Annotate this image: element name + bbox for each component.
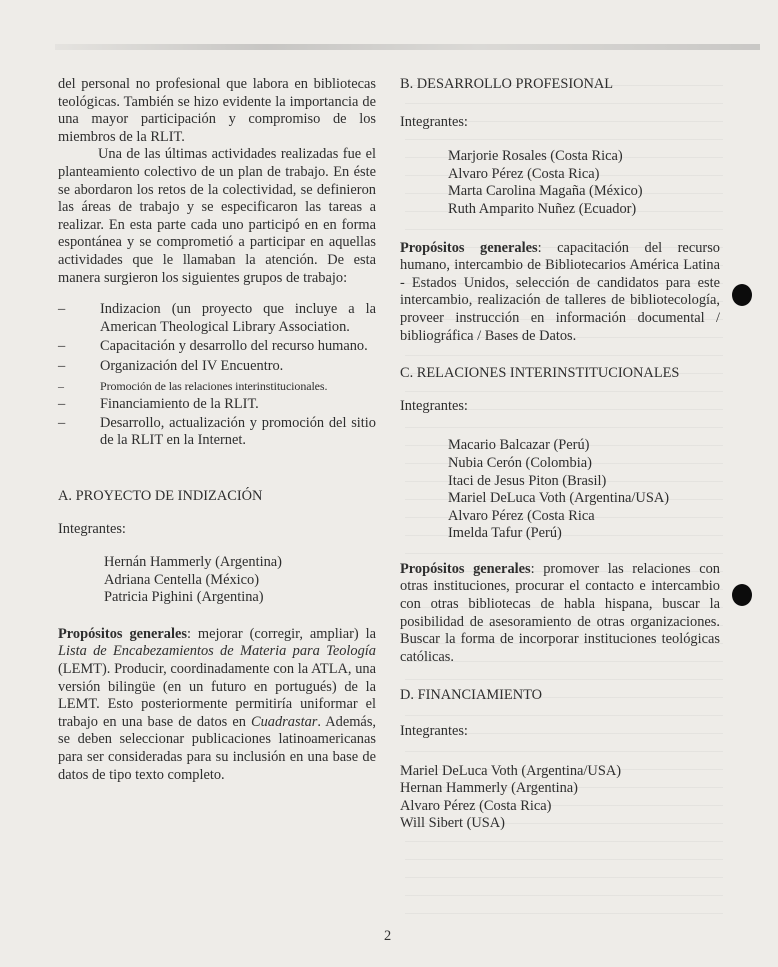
section-c-members-label: Integrantes: — [400, 397, 468, 414]
list-item: Marjorie Rosales (Costa Rica) — [448, 148, 623, 165]
cuadrastar-name: Cuadrastar — [251, 713, 318, 730]
purpose-label: Propósitos generales — [58, 625, 187, 642]
list-item: Ruth Amparito Nuñez (Ecuador) — [448, 200, 637, 217]
list-item: Alvaro Pérez (Costa Rica) — [448, 165, 600, 182]
list-item: – Capacitación y desarrollo del recurso humano. — [58, 338, 376, 356]
section-b-heading: B. DESARROLLO PROFESIONAL — [400, 76, 614, 92]
list-item: Mariel DeLuca Voth (Argentina/USA) — [400, 762, 622, 779]
paragraph-plan: Una de las últimas actividades realizadas fue el planteamiento colectivo de un plan de trabajo. En éste se abordaron los retos de la colectividad, se definieron las áreas de trabajo y se especificaron las tareas a realizar. En esta parte cada uno participó en en forma espontánea y se comprometió a participar en aquellas actividades que le llamaban la atención. De esta manera surgieron los siguientes grupos de trabajo: — [58, 146, 376, 286]
list-item: Hernan Hammerly (Argentina) — [400, 780, 578, 797]
section-c-heading: C. RELACIONES INTERINSTITUCIONALES — [400, 365, 680, 382]
work-groups-list — [58, 301, 376, 450]
list-item: Will Sibert (USA) — [400, 815, 505, 832]
section-d-members — [400, 763, 720, 833]
list-item: – Organización del IV Encuentro. — [58, 358, 376, 376]
list-item: Macario Balcazar (Perú) — [448, 437, 590, 454]
right-column — [400, 76, 720, 833]
list-item: Alvaro Pérez (Costa Rica — [448, 507, 595, 524]
section-a-purpose: Propósitos generales: mejorar (corregir, ampliar) la Lista de Encabezamientos de Materia para Teología (LEMT). Producir, coordinadamente con la ATLA, una versión bilingüe (en un futuro en portugués) de la LEMT. Esto posteriormente permitiría uniformar el trabajo en una base de datos en Cuadrastar. Además, se deben seleccionar publicaciones latinoamericanas para ser consideradas para su inclusión en una base de datos de tipo texto completo. — [58, 625, 377, 783]
section-d-heading: D. FINANCIAMIENTO — [400, 687, 543, 704]
list-item: – Indizacion (un proyecto que incluye a la American Theological Library Association. — [58, 301, 376, 336]
list-item: Hernán Hammerly (Argentina) — [104, 554, 282, 571]
section-b-members-label: Integrantes: — [400, 113, 468, 130]
list-item: Mariel DeLuca Voth (Argentina/USA) — [448, 490, 670, 507]
list-item: Imelda Tafur (Perú) — [448, 525, 562, 542]
left-column — [58, 76, 376, 784]
list-item: Marta Carolina Magaña (México) — [448, 183, 643, 200]
paragraph-intro: del personal no profesional que labora en bibliotecas teológicas. También se hizo evidente la importancia de una mayor participación y compromiso de los miembros de la RLIT. — [58, 76, 376, 145]
list-item: Adriana Centella (México) — [104, 571, 260, 588]
lemt-title: Lista de Encabezamientos de Materia para Teología — [58, 643, 376, 660]
purpose-label: Propósitos generales — [400, 239, 538, 256]
list-item: Alvaro Pérez (Costa Rica) — [400, 797, 552, 814]
section-b-members — [448, 148, 720, 218]
page-number: 2 — [384, 928, 392, 944]
list-item: Nubia Cerón (Colombia) — [448, 454, 592, 471]
section-d-members-label: Integrantes: — [400, 723, 468, 740]
top-rule — [55, 44, 760, 50]
section-a-members-label: Integrantes: — [58, 521, 126, 538]
section-c-purpose: Propósitos generales: promover las relaciones con otras instituciones, procurar el contacto e intercambio con otras bibliotecas de habla hispana, buscar la posibilidad de asesoramiento de otras organizaciones. Buscar la forma de incorporar instituciones teológicas católicas. — [400, 560, 720, 665]
section-c-members — [448, 437, 720, 543]
section-b-purpose: Propósitos generales: capacitación del recurso humano, intercambio de Bibliotecarios América Latina - Estados Unidos, selección de candidatos para este intercambio, realización de talleres de bibliotecología, proveer instrucción en información documental / bibliográfica / Bases de Datos. — [400, 239, 720, 344]
binder-hole-top — [732, 284, 752, 306]
purpose-label: Propósitos generales — [400, 560, 531, 577]
list-item: – Desarrollo, actualización y promoción del sitio de la RLIT en la Internet. — [58, 415, 376, 450]
list-item: – Promoción de las relaciones interinstitucionales. — [58, 378, 376, 396]
section-a-heading: A. PROYECTO DE INDIZACIÓN — [58, 487, 263, 504]
list-item: Patricia Pighini (Argentina) — [104, 589, 264, 606]
section-a-members — [104, 554, 376, 607]
list-item: Itaci de Jesus Piton (Brasil) — [448, 472, 607, 489]
binder-hole-bottom — [732, 584, 752, 606]
list-item: – Financiamiento de la RLIT. — [58, 396, 376, 414]
